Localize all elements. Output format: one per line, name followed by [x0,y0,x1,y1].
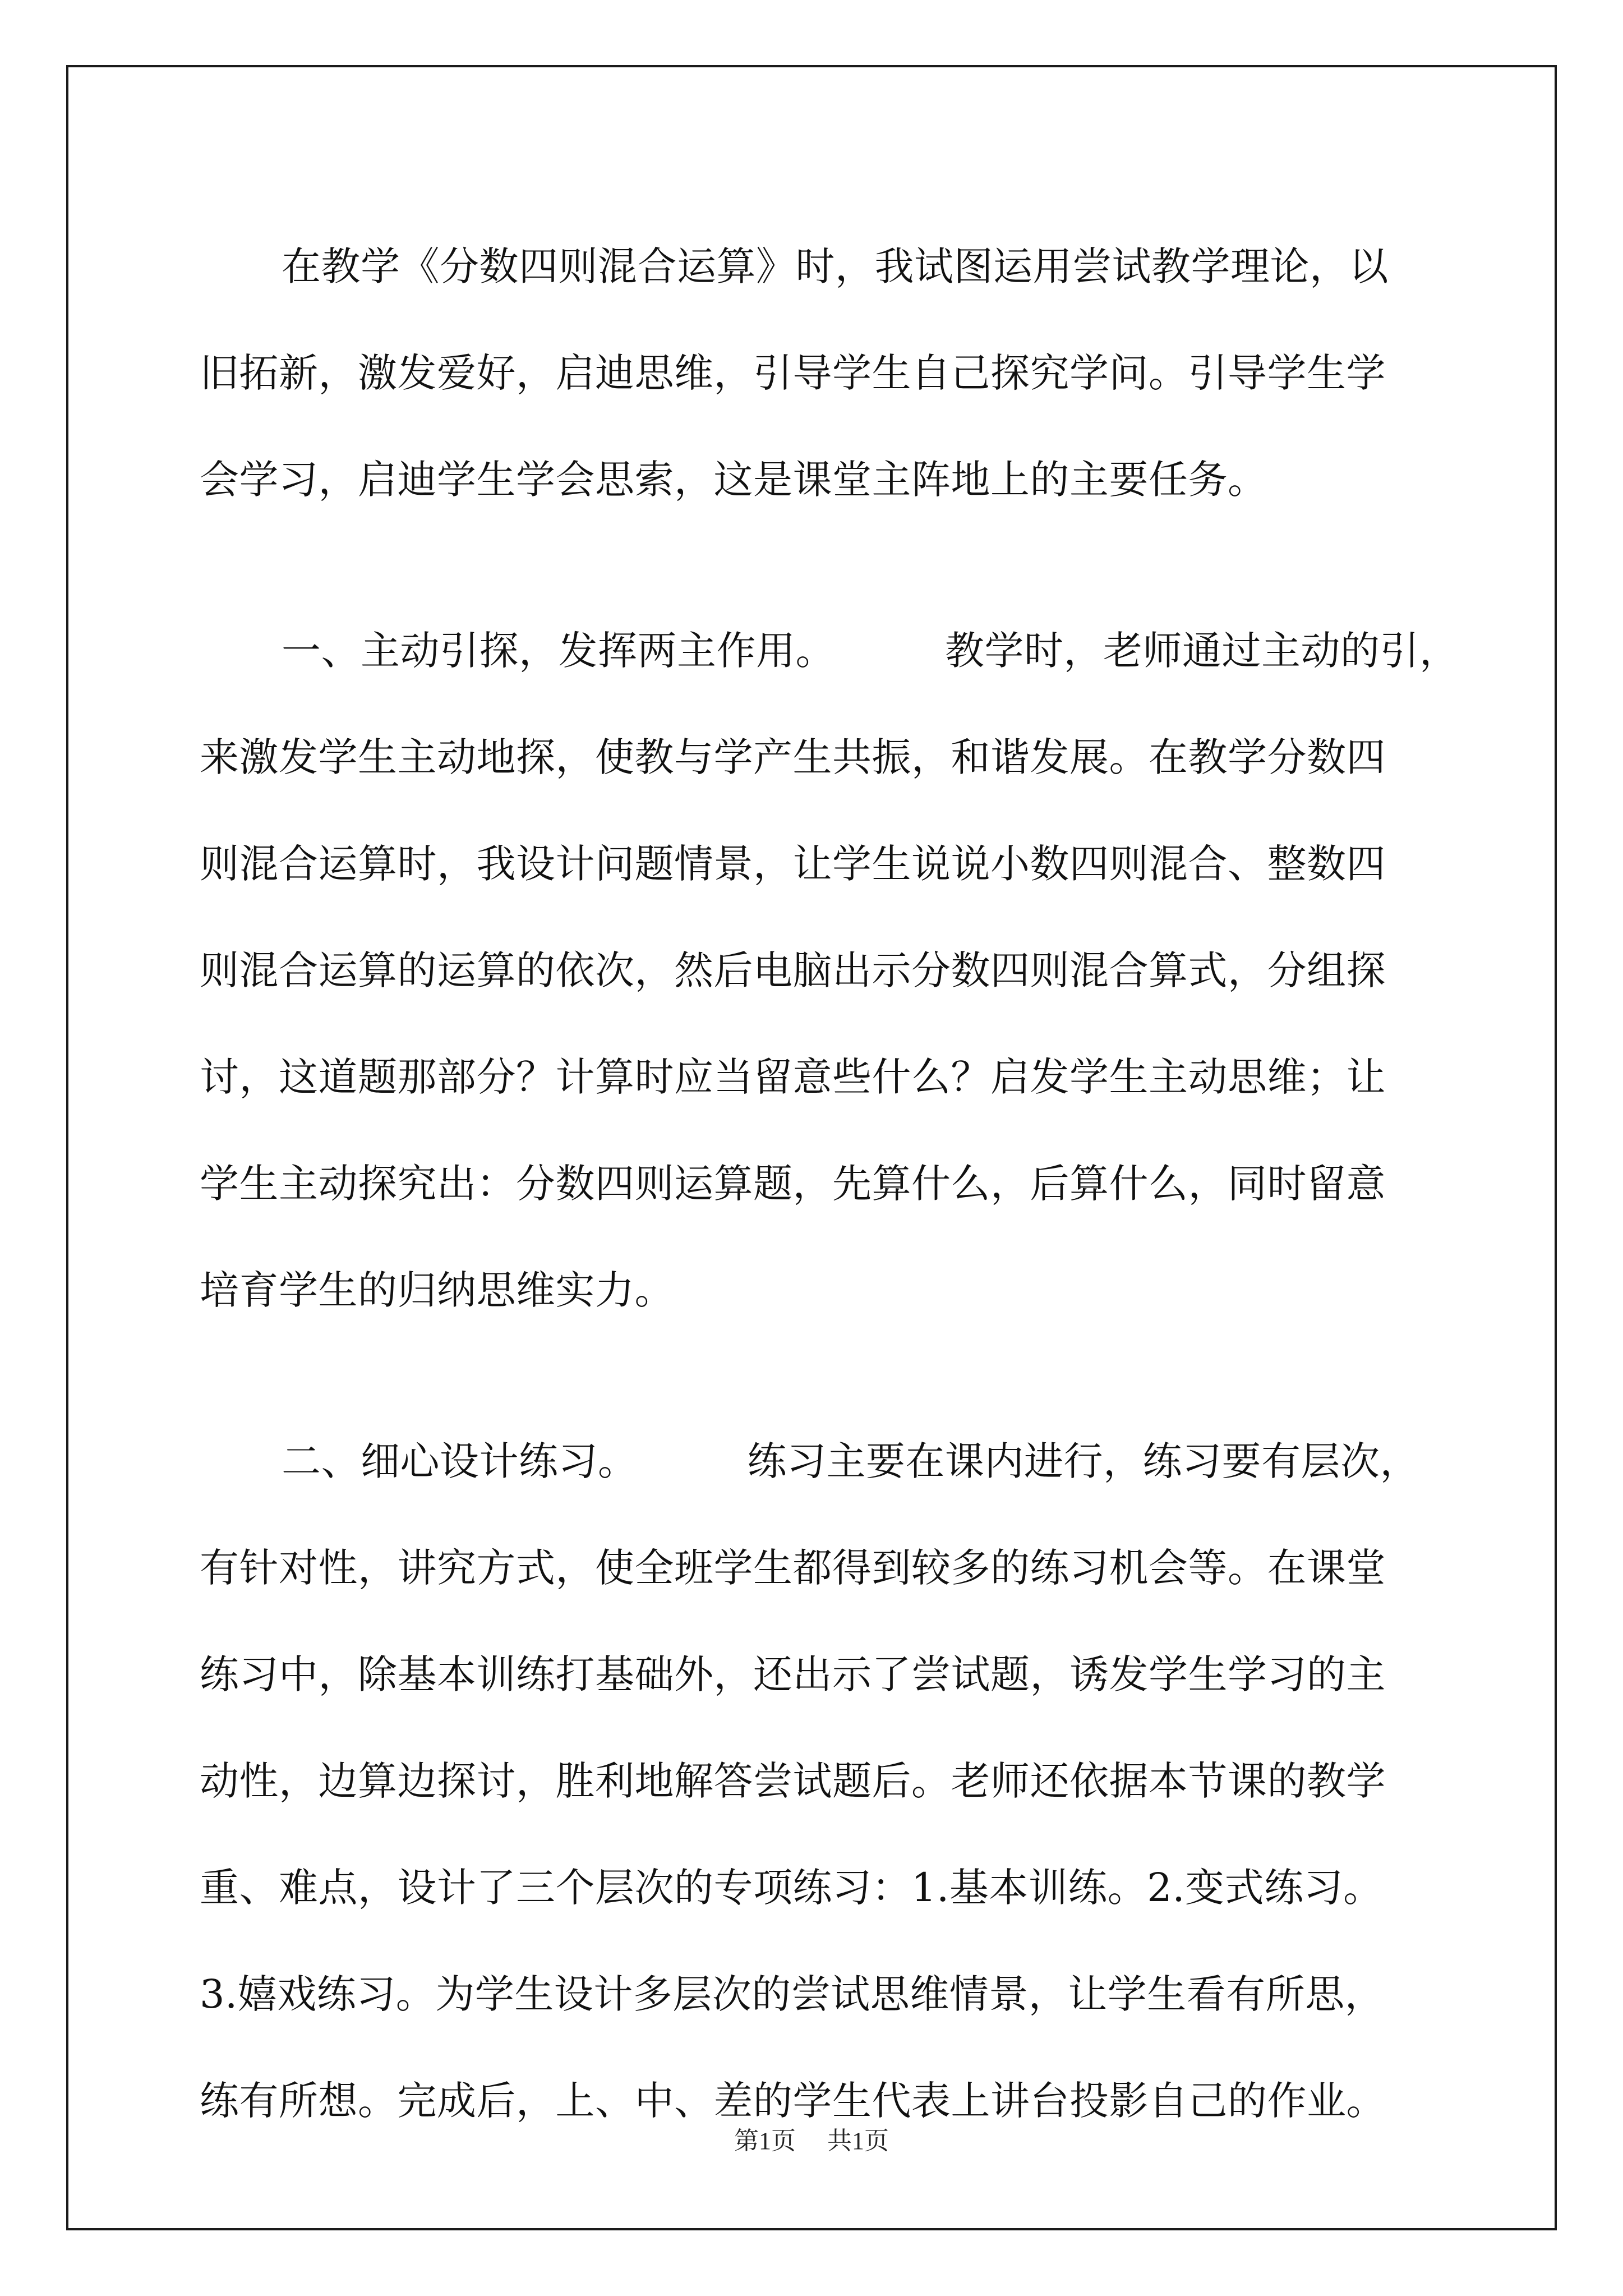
text-line: 则混合运算的运算的依次，然后电脑出示分数四则混合算式，分组探 [200,947,1386,993]
text-line: 练有所想。完成后，上、中、差的学生代表上讲台投影自己的作业。 [200,2078,1386,2124]
paragraph-section-2 [200,1408,1428,2154]
text-line: 讨，这道题那部分？计算时应当留意些什么？启发学生主动思维；让 [200,1054,1386,1100]
paragraph-section-1 [200,597,1459,1343]
text-segment: 教学时，老师通过主动的引， [945,628,1459,674]
text-line: 练习中，除基本训练打基础外，还出示了尝试题，诱发学生学习的主 [200,1651,1386,1697]
page-number-current: 第1页 [734,2127,796,2155]
section-first-line [200,1408,1428,1515]
section-heading: 二、细心设计练习。 [282,1438,638,1484]
section-heading: 一、主动引探，发挥两主作用。 [282,628,835,674]
text-line: 学生主动探究出：分数四则运算题，先算什么，后算什么，同时留意 [200,1161,1386,1207]
text-line: 有针对性，讲究方式，使全班学生都得到较多的练习机会等。在课堂 [200,1545,1386,1591]
text-line: 来激发学生主动地探，使教与学产生共振，和谐发展。在教学分数四 [200,734,1386,780]
text-line: 旧拓新，激发爱好，启迪思维，引导学生自己探究学问。引导学生学 [200,350,1386,396]
text-line: 则混合运算时，我设计问题情景，让学生说说小数四则混合、整数四 [200,841,1386,887]
text-line: 在教学《分数四则混合运算》时，我试图运用尝试教学理论，以 [282,243,1389,289]
document-body [200,213,1459,2154]
text-line: 动性，边算边探讨，胜利地解答尝试题后。老师还依据本节课的教学 [200,1758,1386,1804]
text-line: 会学习，启迪学生学会思索，这是课堂主阵地上的主要任务。 [200,457,1267,503]
text-line: 培育学生的归纳思维实力。 [200,1267,674,1313]
section-first-line [200,597,1459,704]
text-segment: 练习主要在课内进行，练习要有层次， [747,1438,1419,1484]
page-number-total: 共1页 [827,2127,889,2155]
paragraph-intro [200,213,1428,533]
text-line: 3.嬉戏练习。为学生设计多层次的尝试思维情景，让学生看有所思， [200,1971,1385,2017]
text-line: 重、难点，设计了三个层次的专项练习：1.基本训练。2.变式练习。 [200,1865,1383,1911]
page-footer [0,2120,1623,2156]
